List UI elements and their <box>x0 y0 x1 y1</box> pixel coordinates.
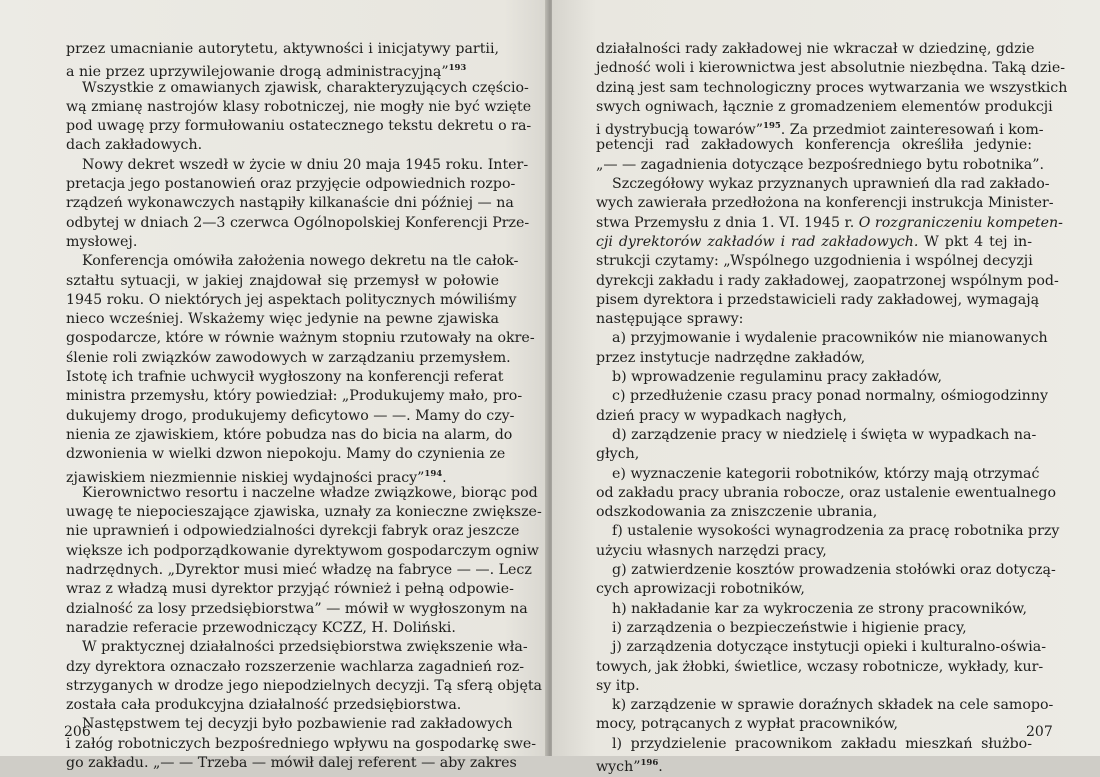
line-text: towych, jak żłobki, świetlice, wczasy robotnicze, wykłady, kur- <box>596 658 1044 675</box>
line-text: a nie przez uprzywilejowanie drogą administracyjną” <box>66 64 449 81</box>
line-text: wych” <box>596 758 641 775</box>
text-line <box>596 175 1050 194</box>
left-page <box>0 0 548 771</box>
text-line <box>66 600 528 619</box>
text-line <box>66 214 530 233</box>
text-line <box>66 387 523 406</box>
text-line <box>66 368 504 387</box>
text-line <box>66 291 517 310</box>
line-italic-text: cji dyrektorów zakładów i rad zakładowych. <box>596 233 919 250</box>
line-text: nieco wcześniej. Wskażemy więc jedynie na pewne zjawiska <box>66 311 499 328</box>
line-text: l) przydzielenie pracownikom zakładu mieszkań służbo- <box>612 735 1032 752</box>
text-line <box>66 638 528 657</box>
text-line <box>66 98 532 117</box>
text-line <box>596 349 1032 368</box>
text-line <box>596 252 1032 271</box>
text-line <box>66 542 539 561</box>
text-line <box>66 310 499 329</box>
line-text: i) zarządzenia o bezpieczeństwie i higienie pracy, <box>612 619 967 636</box>
text-line <box>596 484 1057 503</box>
text-line <box>66 329 535 348</box>
line-text: h) nakładanie kar za wykroczenia ze strony pracowników, <box>612 600 1027 617</box>
text-line <box>66 175 516 194</box>
text-line <box>596 272 1059 291</box>
text-line <box>596 658 1044 677</box>
line-text-after: W pkt 4 tej in- <box>918 233 1032 250</box>
text-line <box>596 214 1063 233</box>
footnote-reference: 196 <box>640 757 659 768</box>
line-text: odbytej w dniach 2—3 czerwca Ogólnopolskiej Konferencji Prze- <box>66 214 530 231</box>
text-line <box>596 677 1032 696</box>
text-line <box>66 79 529 98</box>
text-line <box>66 445 506 464</box>
line-text: cych aprowizacji robotników, <box>596 581 805 598</box>
line-text: f) ustalenie wysokości wynagrodzenia za pracę robotnika przy <box>612 523 1060 540</box>
line-text: nienia ze zjawiskiem, które pobudza nas do bicia na alarm, do <box>66 426 513 443</box>
line-text: Konferencja omówiła założenia nowego dekretu na tle całok- <box>82 253 519 270</box>
footnote-reference: 195 <box>763 121 781 132</box>
line-text: naradzie referacie przewodniczący KCZZ, H. Doliński. <box>66 619 456 636</box>
line-text: petencji rad zakładowych konferencja określiła jedynie: <box>596 137 1032 154</box>
line-text: g) zatwierdzenie kosztów prowadzenia stołówki oraz dotyczą- <box>612 562 1056 579</box>
line-text-after: . <box>442 469 447 486</box>
text-line <box>596 40 1035 59</box>
line-text: nie uprawnień i odpowiedzialności dyrekcji fabryk oraz jeszcze <box>66 523 520 540</box>
line-text: strukcji czytamy: „Wspólnego uzgodnienia i wspólnej decyzji <box>596 253 1033 270</box>
text-line <box>596 638 1047 657</box>
text-line <box>66 619 499 638</box>
line-text: W praktycznej działalności przedsiębiorstwa zwiększenie wła- <box>82 639 528 656</box>
text-line <box>66 754 517 773</box>
line-text: dzialność za losy przedsiębiorstwa” — mówił w wygłoszonym na <box>66 600 528 617</box>
text-line <box>66 503 542 522</box>
text-line <box>66 117 532 136</box>
text-line <box>596 503 1032 522</box>
line-text: zjawiskiem niezmiennie niskiej wydajności pracy” <box>66 469 425 486</box>
text-line <box>596 619 1032 638</box>
line-text-after: . Za przedmiot zainteresowań i kom- <box>780 122 1044 139</box>
line-text: ministra przemysłu, który powiedział: „Produkujemy mało, pro- <box>66 388 523 405</box>
text-line <box>596 136 1032 155</box>
text-line <box>596 59 1066 78</box>
line-text: uwagę te niepocieszające zjawiska, uznały za konieczne zwiększe- <box>66 504 542 521</box>
footnote-reference: 193 <box>448 63 467 74</box>
line-text: działalności rady zakładowej nie wkraczał w dziedzinę, gdzie <box>596 41 1035 57</box>
line-text: sy itp. <box>596 677 640 694</box>
text-line <box>596 754 1032 773</box>
text-line <box>596 117 1044 139</box>
text-line <box>596 291 1040 310</box>
line-text: Kierownictwo resortu i naczelne władze związkowe, biorąc pod <box>82 484 538 501</box>
line-text: głych, <box>596 446 640 463</box>
line-text: pisem dyrektora i przedstawicieli rady zakładowej, wymagają <box>596 291 1040 308</box>
text-line <box>66 136 499 155</box>
line-text: większe ich podporządkowanie dyrektywom gospodarczym ogniw <box>66 542 539 559</box>
line-text: i załóg robotniczych bezpośredniego wpływu na gospodarkę swe- <box>66 735 537 752</box>
line-text: j) zarządzenia dotyczące instytucji opieki i kulturalno-oświa- <box>612 639 1047 656</box>
line-text: Istotę ich trafnie uchwycił wygłoszony na konferencji referat <box>66 369 504 386</box>
text-line <box>66 715 513 734</box>
text-line <box>66 194 514 213</box>
line-text: c) przedłużenie czasu pracy ponad normalny, ośmiogodzinny <box>612 388 1048 405</box>
line-text: przez umacnianie autorytetu, aktywności i inicjatywy partii, <box>66 41 499 57</box>
text-line <box>66 407 515 426</box>
line-text: została cała produkcyjna działalność przedsiębiorstwa. <box>66 697 462 714</box>
line-text: b) wprowadzenie regulaminu pracy zakładów, <box>612 369 942 386</box>
text-line <box>66 677 543 696</box>
text-line <box>596 329 1048 348</box>
text-line <box>66 580 514 599</box>
line-text: mocy, potrącanych z wypłat pracowników, <box>596 716 899 733</box>
text-line <box>66 561 532 580</box>
line-text: następujące sprawy: <box>596 311 744 328</box>
text-line <box>596 98 1053 117</box>
line-text: mysłowej. <box>66 233 138 250</box>
line-text: pod uwagę przy formułowaniu ostatecznego tekstu dekretu o ra- <box>66 118 532 135</box>
right-page-number: 207 <box>1026 724 1053 740</box>
line-text: Nowy dekret wszedł w życie w dniu 20 maja 1945 roku. Inter- <box>82 156 529 173</box>
text-line <box>596 715 1032 734</box>
line-text: odszkodowania za zniszczenie ubrania, <box>596 504 878 521</box>
text-line <box>66 40 499 59</box>
text-line <box>596 156 1044 175</box>
text-line <box>596 79 1068 98</box>
line-text: Wszystkie z omawianych zjawisk, charakteryzujących częścio- <box>82 79 529 96</box>
text-line <box>596 465 1040 484</box>
line-text: dzień pracy w wypadkach nagłych, <box>596 407 847 424</box>
line-text: ształtu sytuacji, w jakiej znajdował się przemysł w połowie <box>66 272 499 289</box>
line-text: ślenie roli związków zawodowych w zarządzaniu przemysłem. <box>66 349 511 366</box>
text-line <box>66 349 511 368</box>
text-line <box>66 272 499 291</box>
text-line <box>596 445 1032 464</box>
line-text: Następstwem tej decyzji było pozbawienie rad zakładowych <box>82 716 513 733</box>
line-text: dyrekcji zakładu i rady zakładowej, zaopatrzonej wspólnym pod- <box>596 272 1059 289</box>
text-line <box>596 600 1032 619</box>
line-text: od zakładu pracy ubrania robocze, oraz ustalenie ewentualnego <box>596 484 1057 501</box>
text-line <box>66 465 499 484</box>
line-text: „— — zagadnienia dotyczące bezpośredniego bytu robotnika”. <box>596 156 1044 173</box>
left-page-number: 206 <box>64 724 91 740</box>
line-text: stwa Przemysłu z dnia 1. VI. 1945 r. <box>596 214 859 231</box>
right-page <box>552 0 1100 775</box>
line-text: strzyganych w drodze jego niepodzielnych decyzji. Tą sferą objęta <box>66 677 543 694</box>
line-text: Szczegółowy wykaz przyznanych uprawnień dla rad zakłado- <box>612 176 1050 193</box>
line-text: 1945 roku. O niektórych jej aspektach politycznych mówiliśmy <box>66 291 517 308</box>
text-line <box>66 522 520 541</box>
line-text: dukujemy drogo, produkujemy deficytowo — —. Mamy do czy- <box>66 407 515 424</box>
text-line <box>596 580 1032 599</box>
text-line <box>66 658 525 677</box>
line-text: wą zmianę nastrojów klasy robotniczej, nie mogły nie być wzięte <box>66 98 532 115</box>
text-line <box>596 407 1032 426</box>
text-line <box>596 696 1054 715</box>
text-line <box>596 735 1032 754</box>
line-text: dziną jest sam technologiczny proces wytwarzania we wszystkich <box>596 79 1068 96</box>
line-text: użyciu własnych narzędzi pracy, <box>596 542 827 559</box>
text-line <box>596 387 1048 406</box>
line-text: wraz z władzą musi dyrektor przyjąć również i pełną odpowie- <box>66 581 514 598</box>
line-text: wych zawierała przedłożona na konferencji instrukcja Minister- <box>596 195 1054 212</box>
text-line <box>596 542 1032 561</box>
line-text: nadrzędnych. „Dyrektor musi mieć władzę na fabryce — —. Lecz <box>66 562 532 579</box>
line-text: d) zarządzenie pracy w niedzielę i święta w wypadkach na- <box>612 426 1037 443</box>
line-text: gospodarcze, które w równie ważnym stopniu rzutowały na okre- <box>66 330 535 347</box>
line-text: przez instytucje nadrzędne zakładów, <box>596 349 866 366</box>
line-text: jedność woli i kierownictwa jest absolutnie niezbędna. Taką dzie- <box>596 60 1066 77</box>
text-line <box>66 59 499 81</box>
line-text: dzwonienia w wielki dzwon niepokoju. Mamy do czynienia ze <box>66 446 506 463</box>
left-page-text <box>66 40 543 773</box>
line-italic-text: O rozgraniczeniu kompeten- <box>858 214 1063 231</box>
line-text: a) przyjmowanie i wydalenie pracowników nie mianowanych <box>612 330 1048 347</box>
text-line <box>596 233 1032 252</box>
text-line <box>596 426 1037 445</box>
line-text: dzy dyrektora oznaczało rozszerzenie wachlarza zagadnień roz- <box>66 658 525 675</box>
text-line <box>66 735 537 754</box>
line-text-after: . <box>658 758 663 775</box>
text-line <box>66 156 529 175</box>
line-text: e) wyznaczenie kategorii robotników, którzy mają otrzymać <box>612 465 1040 482</box>
line-text: dach zakładowych. <box>66 137 203 154</box>
text-line <box>66 233 499 252</box>
text-line <box>596 310 1032 329</box>
text-line <box>596 522 1060 541</box>
line-text: i dystrybucją towarów” <box>596 122 764 139</box>
line-text: rządzeń wykonawczych nastąpiły kilkanaście dni później — na <box>66 195 514 212</box>
line-text: pretacja jego postanowień oraz przyjęcie odpowiednich rozpo- <box>66 176 516 193</box>
text-line <box>66 252 519 271</box>
text-line <box>596 194 1054 213</box>
line-text: swych ogniwach, łącznie z gromadzeniem elementów produkcji <box>596 98 1053 115</box>
text-line <box>66 484 538 503</box>
text-line <box>66 696 499 715</box>
line-text: go zakładu. „— — Trzeba — mówił dalej referent — aby zakres <box>66 754 517 771</box>
line-text: k) zarządzenie w sprawie doraźnych składek na cele samopo- <box>612 697 1054 714</box>
text-line <box>596 368 1032 387</box>
footnote-reference: 194 <box>424 468 443 479</box>
text-line <box>596 561 1056 580</box>
text-line <box>66 426 513 445</box>
